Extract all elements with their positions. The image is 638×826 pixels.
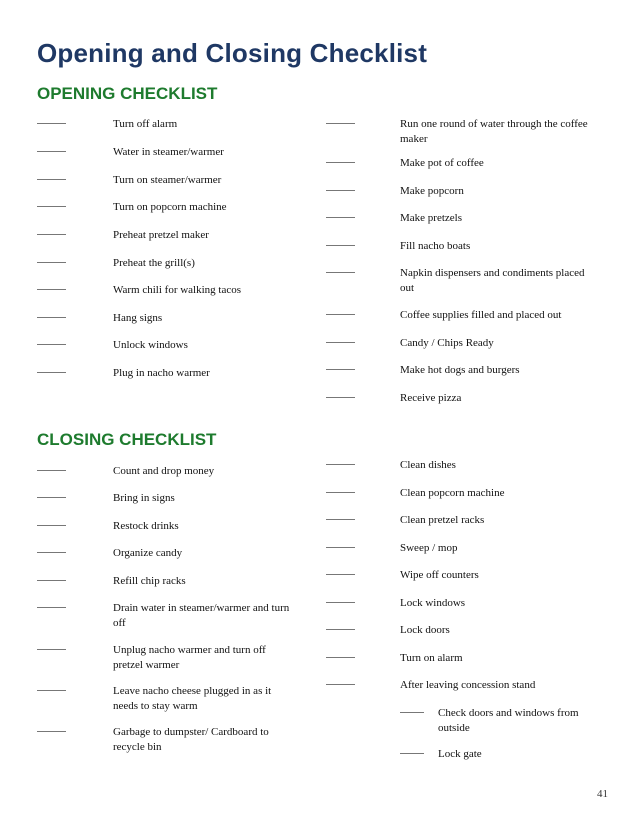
item-text: Turn on alarm	[400, 652, 463, 664]
item-text: Clean dishes	[400, 459, 456, 471]
checklist-item	[326, 651, 590, 666]
checkbox-blank[interactable]	[37, 690, 66, 691]
checkbox-blank[interactable]	[326, 464, 355, 465]
checklist-item	[37, 200, 298, 215]
checklist-subitem	[400, 747, 608, 762]
checklist-subitem	[400, 706, 608, 736]
opening-checklist-heading: OPENING CHECKLIST	[37, 84, 218, 103]
item-text: Plug in nacho warmer	[113, 367, 210, 379]
item-text: Receive pizza	[400, 392, 462, 404]
item-text: Preheat pretzel maker	[113, 229, 209, 241]
checklist-item	[37, 145, 298, 160]
checkbox-blank[interactable]	[326, 684, 355, 685]
checkbox-blank[interactable]	[37, 234, 66, 235]
item-text: Turn on steamer/warmer	[113, 174, 222, 186]
item-text: Wipe off counters	[400, 569, 479, 581]
item-text: Turn on popcorn machine	[113, 201, 227, 213]
checkbox-blank[interactable]	[326, 369, 355, 370]
checklist-item	[37, 464, 298, 479]
item-text: After leaving concession stand	[400, 679, 536, 691]
checklist-item	[326, 513, 590, 528]
checkbox-blank[interactable]	[326, 272, 355, 273]
checkbox-blank[interactable]	[326, 314, 355, 315]
checkbox-blank[interactable]	[326, 657, 355, 658]
checklist-item	[37, 338, 298, 353]
checkbox-blank[interactable]	[326, 245, 355, 246]
item-text: Unlock windows	[113, 339, 188, 351]
item-text: Warm chili for walking tacos	[113, 284, 242, 296]
checklist-item	[37, 546, 298, 561]
item-text: Check doors and windows from outside	[438, 707, 579, 734]
item-text: Restock drinks	[113, 520, 179, 532]
checklist-item	[37, 519, 298, 534]
item-text: Candy / Chips Ready	[400, 337, 494, 349]
checkbox-blank[interactable]	[37, 649, 66, 650]
checklist-item	[37, 173, 298, 188]
checklist-item	[37, 574, 298, 589]
checklist-item	[326, 541, 590, 556]
item-text: Lock windows	[400, 597, 466, 609]
item-text: Make pretzels	[400, 212, 462, 224]
page-title: Opening and Closing Checklist	[37, 38, 428, 68]
checklist-item	[326, 117, 590, 147]
item-text: Sweep / mop	[400, 542, 458, 554]
checkbox-blank[interactable]	[326, 217, 355, 218]
checkbox-blank[interactable]	[37, 317, 66, 318]
checkbox-blank[interactable]	[37, 179, 66, 180]
item-text: Clean popcorn machine	[400, 487, 505, 499]
checkbox-blank[interactable]	[37, 151, 66, 152]
checkbox-blank[interactable]	[326, 342, 355, 343]
checklist-item	[326, 336, 590, 351]
checklist-item	[326, 678, 590, 693]
checkbox-blank[interactable]	[37, 289, 66, 290]
checklist-item	[326, 308, 600, 323]
item-text: Run one round of water through the coffee maker	[400, 118, 588, 145]
item-text: Lock gate	[438, 748, 482, 760]
item-text: Clean pretzel racks	[400, 514, 485, 526]
item-text: Refill chip racks	[113, 575, 186, 587]
checkbox-blank[interactable]	[326, 519, 355, 520]
checkbox-blank[interactable]	[37, 552, 66, 553]
checkbox-blank[interactable]	[37, 607, 66, 608]
item-text: Coffee supplies filled and placed out	[400, 309, 562, 321]
checklist-item	[326, 391, 590, 406]
checkbox-blank[interactable]	[37, 344, 66, 345]
item-text: Drain water in steamer/warmer and turn off	[113, 602, 290, 629]
item-text: Leave nacho cheese plugged in as it needs to stay warm	[113, 685, 272, 712]
checklist-item	[326, 184, 590, 199]
checkbox-blank[interactable]	[326, 574, 355, 575]
item-text: Napkin dispensers and condiments placed out	[400, 267, 585, 294]
page-number: 41	[597, 788, 608, 800]
checklist-item	[37, 684, 298, 714]
checklist-item	[37, 283, 298, 298]
item-text: Hang signs	[113, 312, 163, 324]
checkbox-blank[interactable]	[37, 497, 66, 498]
item-text: Unplug nacho warmer and turn off pretzel warmer	[113, 644, 266, 671]
checkbox-blank[interactable]	[37, 206, 66, 207]
checkbox-blank[interactable]	[326, 190, 355, 191]
closing-checklist-heading: CLOSING CHECKLIST	[37, 430, 217, 449]
checklist-item	[326, 239, 590, 254]
item-text: Make hot dogs and burgers	[400, 364, 520, 376]
checkbox-blank[interactable]	[326, 492, 355, 493]
checkbox-blank[interactable]	[326, 547, 355, 548]
checklist-item	[37, 601, 298, 631]
item-text: Count and drop money	[113, 465, 215, 477]
checklist-item	[37, 117, 298, 132]
item-text: Organize candy	[113, 547, 183, 559]
checklist-item	[37, 256, 298, 271]
checklist-item	[37, 725, 298, 755]
checklist-item	[37, 311, 298, 326]
checklist-item	[326, 486, 590, 501]
item-text: Garbage to dumpster/ Cardboard to recycle bin	[113, 726, 269, 753]
checkbox-blank[interactable]	[37, 731, 66, 732]
item-text: Fill nacho boats	[400, 240, 471, 252]
checklist-item	[326, 363, 590, 378]
checklist-item	[326, 568, 590, 583]
checkbox-blank[interactable]	[37, 525, 66, 526]
checklist-item	[37, 228, 298, 243]
item-text: Preheat the grill(s)	[113, 257, 195, 269]
checkbox-blank[interactable]	[326, 602, 355, 603]
checkbox-blank[interactable]	[326, 123, 355, 124]
checkbox-blank[interactable]	[400, 712, 424, 713]
checkbox-blank[interactable]	[326, 162, 355, 163]
item-text: Turn off alarm	[113, 118, 178, 130]
item-text: Make pot of coffee	[400, 157, 484, 169]
checklist-item	[326, 623, 590, 638]
item-text: Bring in signs	[113, 492, 175, 504]
item-text: Water in steamer/warmer	[113, 146, 224, 158]
checklist-item	[37, 491, 298, 506]
checklist-item	[37, 643, 298, 673]
checkbox-blank[interactable]	[37, 123, 66, 124]
item-text: Lock doors	[400, 624, 450, 636]
checkbox-blank[interactable]	[37, 580, 66, 581]
checklist-item	[326, 156, 590, 171]
checklist-item	[326, 458, 590, 473]
checklist-item	[326, 211, 590, 226]
checkbox-blank[interactable]	[37, 470, 66, 471]
checkbox-blank[interactable]	[326, 397, 355, 398]
checklist-item	[326, 596, 590, 611]
checkbox-blank[interactable]	[37, 262, 66, 263]
checkbox-blank[interactable]	[326, 629, 355, 630]
checklist-item	[37, 366, 298, 381]
item-text: Make popcorn	[400, 185, 464, 197]
checklist-item	[326, 266, 590, 296]
checkbox-blank[interactable]	[400, 753, 424, 754]
checkbox-blank[interactable]	[37, 372, 66, 373]
